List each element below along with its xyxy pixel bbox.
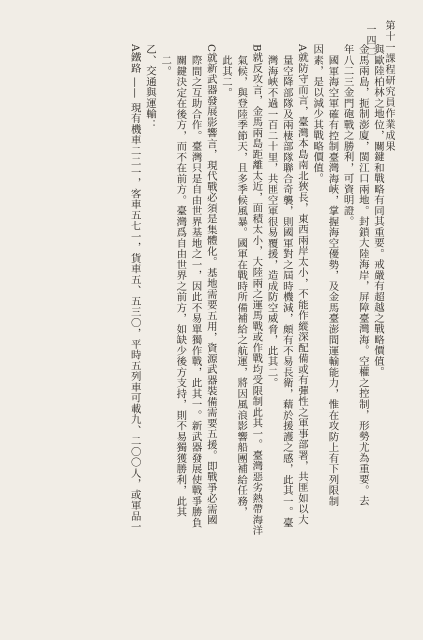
text-column: A鐵路 —— 現有機車二二一，客車五七一，貨車五、五三〇，平時五列車可載九、二〇〇人，或軍品一	[128, 44, 141, 533]
text-column: 年八二三金門砲戰之勝利，可資明證。	[341, 44, 354, 227]
text-column: 二。	[159, 55, 172, 77]
text-column: 關鍵決定在後方，而不在前方。臺灣爲自由世界之前方，如缺少後方支持，則不易獨獲勝利，此其	[174, 55, 187, 518]
text-column: 與歐陸柏林之地位，關鍵和戰略有同其重要。戒嚴有超越之戰略價值。	[372, 44, 384, 378]
text-column: 量空降部隊及兩棲部隊聯合奇襲，則國軍對之屆時機減，頗有不易長衛，藉於援護之感，此其一。臺	[280, 55, 293, 528]
text-column: A就防守而言，臺灣本島南北狹長，東西兩岸太小，不能作縱深配備或有彈性之軍事部署，共匪如以大	[295, 44, 308, 525]
text-column: 際間之互助合作。臺灣只是自由世界基地之一，因此不易單獨作戰，此其一。新武器發展使戰爭勝負	[189, 55, 202, 528]
text-column: 氣候，與登陸季節天，且多季候風暴。國軍在戰時所備補給之航運，將因風浪影響船團補給任務，	[235, 55, 248, 518]
running-header-title: 第十一課程研究員作業成果	[383, 20, 394, 152]
page-number: 一四二	[364, 24, 375, 57]
text-column: 此其二。	[219, 55, 232, 98]
body-text	[35, 44, 385, 614]
text-column: 國軍海空軍確有控制臺灣海峽，掌握海空優勢，及金馬臺澎間運輸能力，惟在攻防上有下列限制	[326, 55, 339, 507]
text-column: 金馬兩島，扼制澎廈，閩江口兩地。封鎖大陸海岸，屏障臺灣海。空權之控制，形勢尤為重要。去	[356, 44, 369, 507]
text-column: C就新武器發展影響言，現代戰必須是集體化。基地需要五用，資源武器裝備需要五援。即戰爭必需國	[204, 44, 217, 526]
text-column: 因素，是以減少其戰略價值。	[311, 44, 324, 184]
section-heading: 乙、交通與運輸：	[143, 44, 156, 130]
text-column: B就反攻言，金馬兩島距離太近，面積太小，大陸兩之運馬戰或作戰均受限制此其一。臺灣惡劣熱帶海洋	[250, 44, 263, 536]
text-column: 灣海峽不過一百二十里，共匪空軍很易覆援，造成防空威脅，此其二。	[265, 55, 278, 389]
